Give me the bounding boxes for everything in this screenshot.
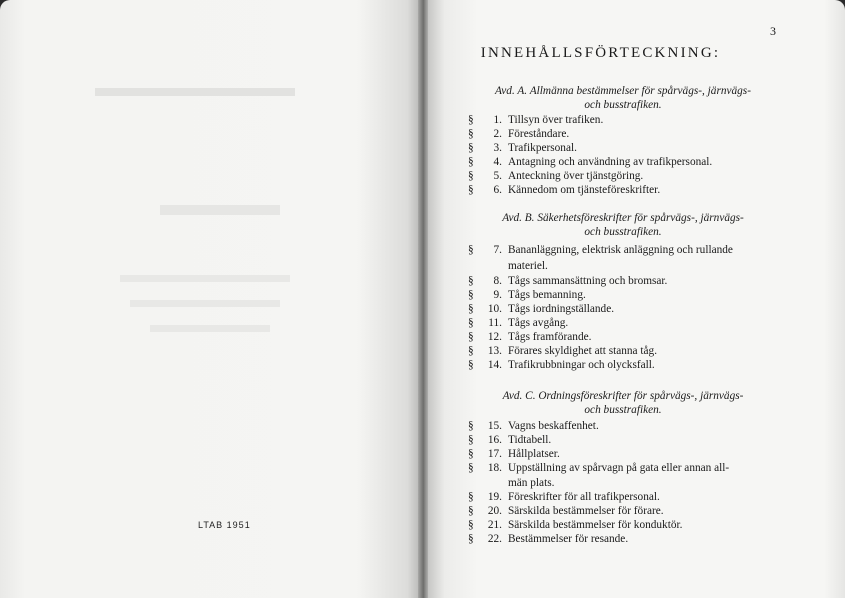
item-number: 17. [487,448,502,460]
item-number: 15. [487,420,502,432]
section-symbol: § [468,519,474,531]
item-text: Tågs avgång. [508,317,569,329]
item-number: 18. [487,462,502,474]
item-text: Särskilda bestämmelser för konduktör. [508,519,683,531]
item-text: Tidtabell. [508,434,552,446]
item-text: Uppställning av spårvagn på gata eller annan all- [508,462,730,474]
item-number: 3. [493,142,502,154]
item-number: 13. [487,345,502,357]
section-symbol: § [468,345,474,357]
section-symbol: § [468,434,474,446]
section-symbol: § [468,289,474,301]
item-number: 14. [487,359,502,371]
section-heading-line: Avd. B. Säkerhetsföreskrifter för spårvägs-, järnvägs- [502,212,744,224]
show-through-decoration [130,300,280,307]
item-text: Tågs sammansättning och bromsar. [508,275,668,287]
section-heading-line: och busstrafiken. [584,99,662,111]
item-text: Tågs iordningställande. [508,303,615,315]
item-number: 19. [487,491,502,503]
left-page [0,0,420,598]
section-symbol: § [468,491,474,503]
item-number: 20. [487,505,502,517]
show-through-decoration [95,88,295,96]
section-symbol: § [468,156,474,168]
section-heading-b [463,211,783,239]
show-through-decoration [160,205,280,215]
item-text: Särskilda bestämmelser för förare. [508,505,664,517]
item-text: Bananläggning, elektrisk anläggning och rullande [508,244,733,256]
section-symbol: § [468,462,474,474]
item-text-continuation: materiel. [508,260,548,272]
section-symbol: § [468,533,474,545]
section-symbol: § [468,359,474,371]
item-number: 4. [493,156,502,168]
item-text: Bestämmelser för resande. [508,533,629,545]
item-number: 1. [493,114,502,126]
item-number: 8. [493,275,502,287]
item-number: 11. [488,317,502,329]
printer-imprint: LTAB 1951 [198,520,251,530]
item-text-continuation: män plats. [508,477,555,489]
section-symbol: § [468,128,474,140]
item-number: 2. [493,128,502,140]
item-number: 7. [493,244,502,256]
item-text: Föreståndare. [508,128,570,140]
section-symbol: § [468,114,474,126]
item-number: 5. [493,170,502,182]
item-number: 9. [493,289,502,301]
section-symbol: § [468,448,474,460]
item-text: Tillsyn över trafiken. [508,114,604,126]
section-symbol: § [468,142,474,154]
section-heading-a [463,84,783,112]
section-symbol: § [468,184,474,196]
item-number: 16. [487,434,502,446]
item-number: 22. [487,533,502,545]
section-symbol: § [468,505,474,517]
section-symbol: § [468,275,474,287]
section-symbol: § [468,303,474,315]
item-text: Förares skyldighet att stanna tåg. [508,345,658,357]
item-number: 12. [487,331,502,343]
item-text: Föreskrifter för all trafikpersonal. [508,491,660,503]
section-heading-line: och busstrafiken. [584,404,662,416]
item-text: Kännedom om tjänsteföreskrifter. [508,184,661,196]
item-text: Anteckning över tjänstgöring. [508,170,644,182]
section-heading-line: Avd. A. Allmänna bestämmelser för spårvägs-, järnvägs- [495,85,751,97]
item-text: Antagning och användning av trafikpersonal. [508,156,713,168]
section-heading-c [463,389,783,417]
section-heading-line: och busstrafiken. [584,226,662,238]
section-symbol: § [468,244,474,256]
item-text: Trafikrubbningar och olycksfall. [508,359,655,371]
item-number: 6. [493,184,502,196]
section-heading-line: Avd. C. Ordningsföreskrifter för spårvägs-, järnvägs- [502,390,744,402]
item-number: 10. [487,303,502,315]
section-symbol: § [468,170,474,182]
section-symbol: § [468,331,474,343]
item-text: Trafikpersonal. [508,142,577,154]
item-number: 21. [487,519,502,531]
item-text: Tågs bemanning. [508,289,586,301]
page-number: 3 [770,24,776,38]
section-symbol: § [468,317,474,329]
toc-title: INNEHÅLLSFÖRTECKNING: [480,45,721,61]
show-through-decoration [120,275,290,282]
item-text: Hållplatser. [508,448,560,460]
show-through-decoration [150,325,270,332]
item-text: Tågs framförande. [508,331,592,343]
section-symbol: § [468,420,474,432]
item-text: Vagns beskaffenhet. [508,420,599,432]
